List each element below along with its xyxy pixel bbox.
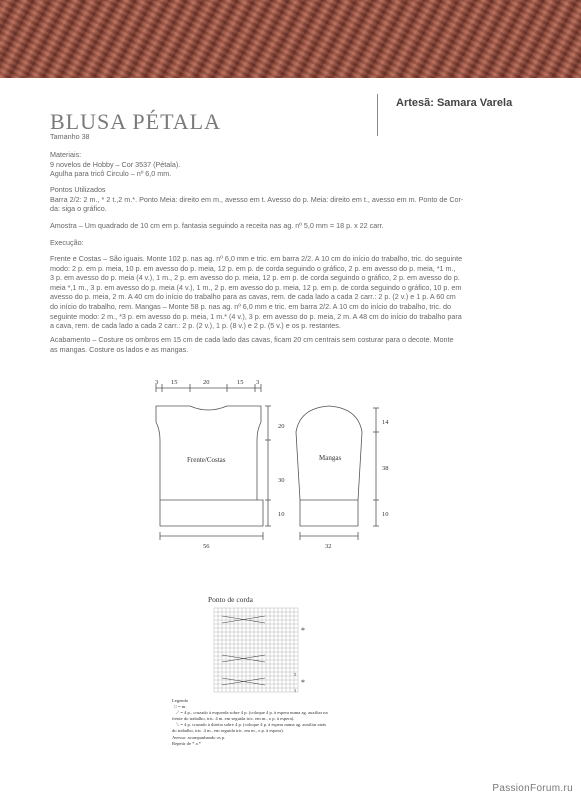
instructions-line: a cava, rem. de cada lado a cada 2 carr.: 2 p. (2 v.), 1 p. (8 v.) e 2 p. (5 v.) e os p. restantes. — [50, 321, 341, 331]
size-text: Tamanho 38 — [50, 132, 90, 141]
instructions-line: Frente e Costas – São iguais. Monte 102 p. nas ag. nº 6,0 mm e tric. em barra 2/2. A 10 cm do início do trabalho, tric. do seguinte — [50, 254, 463, 263]
dim-label: 30 — [278, 477, 285, 484]
dim-label: 14 — [382, 419, 389, 426]
dim-label: 15 — [237, 379, 244, 386]
instructions-line: modo: 2 p. em p. meia, 10 p. em avesso do p. meia, 12 p. em p. de corda seguindo o gráfico, 2 p. em avesso do p. meia, *1 m., — [50, 263, 456, 273]
finishing-line: as mangas. Costure os lados e as mangas. — [50, 344, 189, 354]
repeat-star: * — [301, 626, 305, 635]
legend-item: frente do trabalho, tric. 4 m. em seguida tric. em m., o p. à espera). — [172, 716, 295, 722]
watermark: PassionForum.ru — [492, 783, 573, 794]
row-mark: 1 — [294, 688, 297, 693]
stitches-heading: Pontos Utilizados — [50, 185, 106, 194]
legend-item: Avesso: acompanhando os p. — [172, 734, 226, 740]
stitches-line: da: siga o gráfico. — [50, 204, 107, 214]
front-back-label: Frente/Costas — [187, 456, 226, 464]
dim-label: 38 — [382, 465, 389, 472]
legend-item: □ = m. — [174, 704, 187, 710]
dim-label: 32 — [325, 543, 332, 550]
legend-heading: Legenda — [172, 698, 188, 703]
instructions-line: seguinte modo: 2 m., *3 p. em avesso do p. meia, 1 m.* (4 v.), 3 p. em avesso do p. meia, 2 m. A 48 cm do início do trabalho para — [50, 311, 462, 321]
cable-right-icon: ⟍ — [176, 722, 181, 728]
dim-label: 3 — [155, 379, 159, 386]
square-icon: □ — [174, 704, 178, 710]
dim-label: 20 — [278, 423, 285, 430]
execution-heading: Execução: — [50, 238, 84, 247]
materials-line: Agulha para tricô Circulo – nº 6,0 mm. — [50, 169, 172, 179]
instructions-line: do início do trabalho, rem. Mangas – Monte 58 p. nas ag. nº 6,0 mm e tric. em barra 2/2. A 10 cm do início do trabalho, tric. do — [50, 302, 451, 311]
instructions-line: avesso do p. meia, 2 m. A 40 cm do início do trabalho para as cavas, rem. de cada lado a cada 2 carr.: 2 p. (2 v.) e 1 p. A 60 cm — [50, 292, 456, 302]
dim-label: 3 — [256, 379, 260, 386]
row-mark: 5 — [294, 672, 297, 677]
stitches-line: Barra 2/2: 2 m., * 2 t.,2 m.*. Ponto Meia: direito em m., avesso em t. Avesso do p. Meia: direito em t., avesso em m. Ponto de Cor- — [50, 194, 464, 204]
dim-label: 56 — [203, 543, 210, 550]
chart-title: Ponto de corda — [208, 595, 253, 604]
garment-schematic — [140, 378, 410, 558]
yarn-photo-banner — [0, 0, 581, 78]
instructions-line: meia *,1 m., 3 p. em avesso do p. meia (4 v.), 1 m., 2 p. em avesso do p. meia, 12 p. em p. de corda seguindo o gráfico, 10 p. em — [50, 282, 462, 292]
dim-label: 20 — [203, 379, 210, 386]
page-title: BLUSA PÉTALA — [50, 108, 221, 134]
chart-legend — [172, 698, 392, 747]
repeat-star: * — [301, 678, 305, 687]
legend-item: ⟍ = 4 p. cruzado à direita sobre 4 p. (coloque 4 p. à espera numa ag. auxiliar atrás — [176, 722, 327, 728]
gauge-text: Amostra – Um quadrado de 10 cm em p. fantasia seguindo a receita nas ag. nº 5,0 mm = 18 p. x 22 carr. — [50, 221, 384, 230]
finishing-line: Acabamento – Costure os ombros em 15 cm de cada lado das cavas, ficam 20 cm centrais sem costurar para o decote. Monte — [50, 335, 454, 344]
legend-item: ⟋ = 4 p., cruzado à esquerda sobre 4 p. (coloque 4 p. à espera numa ag. auxiliar na — [176, 710, 328, 716]
stitch-chart — [170, 592, 330, 702]
title-divider — [377, 94, 378, 136]
sleeve-label: Mangas — [319, 454, 342, 462]
legend-item: Repetir de * a * — [172, 740, 202, 746]
artist-credit: Artesã: Samara Varela — [396, 97, 513, 109]
materials-heading: Materiais: — [50, 150, 82, 159]
dim-label: 10 — [382, 511, 389, 518]
instructions-line: 3 p. em avesso do p. meia (4 v.), 1 m., 2 p. em avesso do p. meia, 12 p. em p. de corda seguindo o gráfico, 2 p. em avesso do p. — [50, 273, 460, 283]
legend-item: do trabalho, tric. 4 m., em seguida tric. em m., o p. à espera). — [172, 728, 284, 734]
dim-label: 10 — [278, 511, 285, 518]
dim-label: 15 — [171, 379, 178, 386]
cable-left-icon: ⟋ — [176, 710, 181, 716]
materials-line: 9 novelos de Hobby – Cor 3537 (Pétala). — [50, 159, 181, 169]
